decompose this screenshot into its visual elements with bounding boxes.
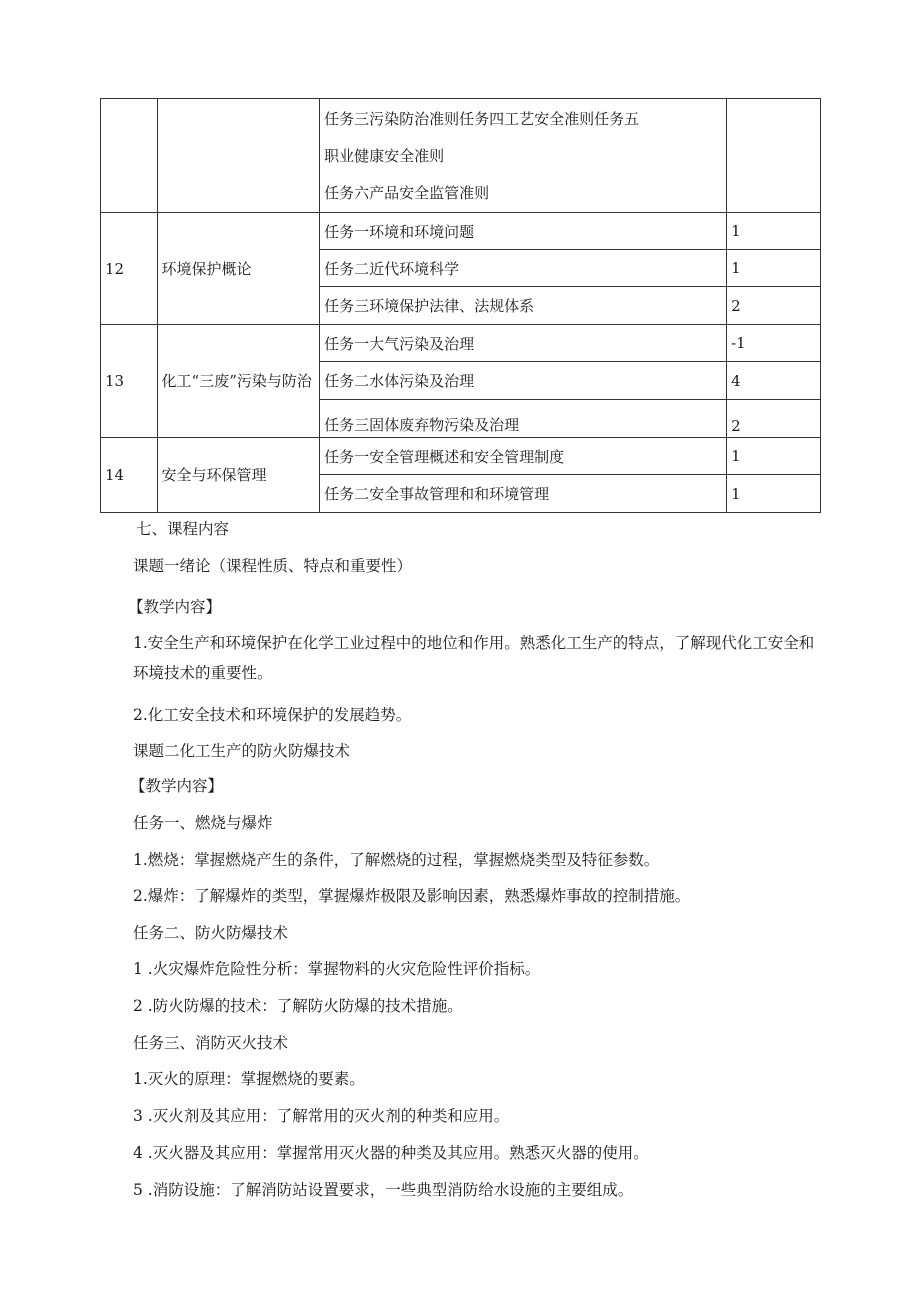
paragraph: 1.燃烧：掌握燃烧产生的条件，了解燃烧的过程，掌握燃烧类型及特征参数。 <box>133 851 660 869</box>
task-cell: 任务三固体废弃物污染及治理 <box>320 400 727 438</box>
teaching-content-heading: 【教学内容】 <box>130 777 224 795</box>
paragraph: 2.爆炸：了解爆炸的类型，掌握爆炸极限及影响因素，熟悉爆炸事故的控制措施。 <box>133 887 691 905</box>
hours-cell: 1 <box>727 213 821 250</box>
task-cell: 任务一环境和环境问题 <box>320 213 727 250</box>
task-text-multiline: 任务三污染防治准则任务四工艺安全准则任务五 职业健康安全准则 任务六产品安全监管准则 <box>324 110 640 202</box>
hours-cell: 1 <box>727 475 821 513</box>
task-cell: 任务三环境保护法律、法规体系 <box>320 287 727 325</box>
topic-title: 课题二化工生产的防火防爆技术 <box>133 742 351 760</box>
task-cell: 任务二近代环境科学 <box>320 250 727 287</box>
task-cell: 任务二水体污染及治理 <box>320 362 727 400</box>
task-title: 任务三、消防灭火技术 <box>133 1034 289 1052</box>
paragraph: 2 .防火防爆的技术：了解防火防爆的技术措施。 <box>133 997 463 1015</box>
task-cell: 任务二安全事故管理和和环境管理 <box>320 475 727 513</box>
topic-title: 课题一绪论（课程性质、特点和重要性） <box>133 557 413 575</box>
table-row <box>101 213 821 250</box>
hours-cell: -1 <box>727 325 821 362</box>
hours-cell: 4 <box>727 362 821 400</box>
table-row <box>101 99 821 213</box>
hours-cell: 2 <box>727 287 821 325</box>
row-number: 14 <box>101 438 158 513</box>
section-title: 七、课程内容 <box>136 520 230 538</box>
paragraph: 5 .消防设施：了解消防站设置要求，一些典型消防给水设施的主要组成。 <box>133 1181 634 1199</box>
hours-cell: 2 <box>727 400 821 438</box>
teaching-content-heading: 【教学内容】 <box>128 598 222 616</box>
task-cell <box>320 99 727 213</box>
paragraph: 2.化工安全技术和环境保护的发展趋势。 <box>133 706 412 724</box>
task-cell: 任务一安全管理概述和安全管理制度 <box>320 438 727 475</box>
unit-name: 化工“三废”污染与防治 <box>157 325 320 438</box>
unit-name <box>157 99 320 213</box>
unit-name: 环境保护概论 <box>157 213 320 325</box>
paragraph: 1.灭火的原理：掌握燃烧的要素。 <box>133 1070 365 1088</box>
row-number: 12 <box>101 213 158 325</box>
paragraph: 3 .灭火剂及其应用：了解常用的灭火剂的种类和应用。 <box>133 1107 510 1125</box>
unit-name: 安全与环保管理 <box>157 438 320 513</box>
hours-cell <box>727 99 821 213</box>
paragraph: 1 .火灾爆炸危险性分析：掌握物料的火灾危险性评价指标。 <box>133 960 541 978</box>
task-cell: 任务一大气污染及治理 <box>320 325 727 362</box>
paragraph: 1.安全生产和环境保护在化学工业过程中的地位和作用。熟悉化工生产的特点，了解现代化工安全和环境技术的重要性。 <box>133 634 815 682</box>
task-title: 任务二、防火防爆技术 <box>133 924 289 942</box>
hours-cell: 1 <box>727 250 821 287</box>
table-row <box>101 325 821 362</box>
hours-cell: 1 <box>727 438 821 475</box>
row-number <box>101 99 158 213</box>
task-title: 任务一、燃烧与爆炸 <box>133 814 273 832</box>
table-row <box>101 438 821 475</box>
course-schedule-table <box>100 98 821 513</box>
paragraph: 4 .灭火器及其应用：掌握常用灭火器的种类及其应用。熟悉灭火器的使用。 <box>133 1144 649 1162</box>
row-number: 13 <box>101 325 158 438</box>
